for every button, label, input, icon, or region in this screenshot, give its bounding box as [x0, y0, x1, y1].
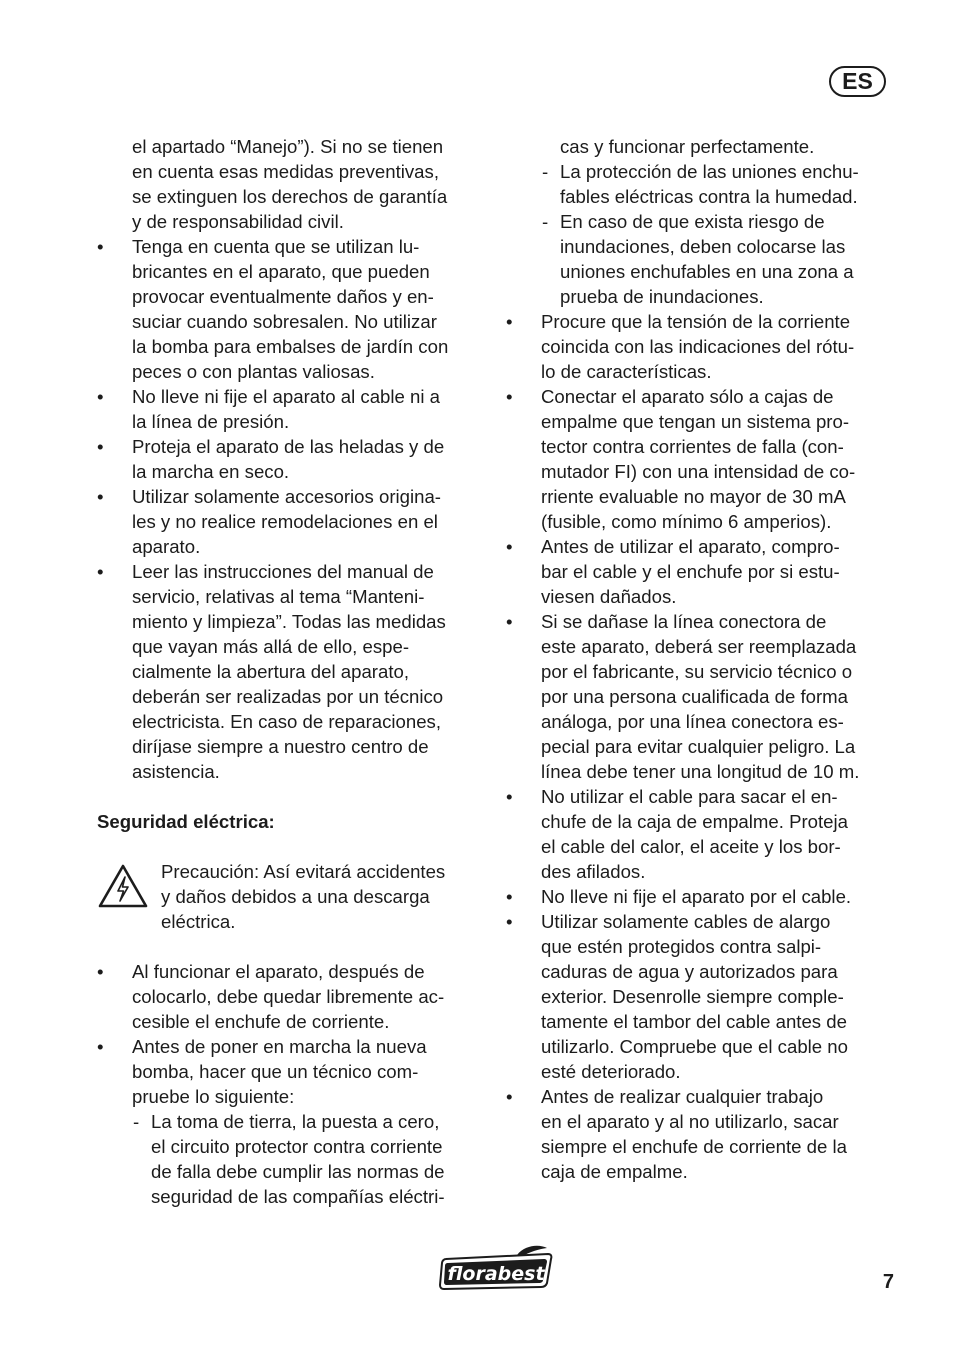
text-line: cialmente la abertura del aparato, — [132, 661, 410, 682]
florabest-logo — [439, 1245, 553, 1291]
text-line: seguridad de las compañías eléctri- — [151, 1186, 445, 1207]
list-item — [506, 534, 898, 609]
bullet-icon: • — [506, 536, 513, 557]
text-line: peces o con plantas valiosas. — [132, 361, 375, 382]
text-line: rriente evaluable no mayor de 30 mA — [541, 486, 846, 507]
section-heading: Seguridad eléctrica: — [97, 811, 275, 832]
text-line: lo de características. — [541, 361, 712, 382]
sub-list-item — [97, 1109, 489, 1209]
text-line: Antes de poner en marcha la nueva — [132, 1036, 427, 1057]
bullet-icon: • — [506, 786, 513, 807]
text-line: Precaución: Así evitará accidentes — [161, 861, 446, 882]
bullet-icon: • — [97, 386, 104, 407]
dash-icon: - — [542, 161, 549, 182]
text-line: asistencia. — [132, 761, 220, 782]
text-line: La protección de las uniones enchu- — [560, 161, 859, 182]
text-line: coincida con las indicaciones del rótu- — [541, 336, 855, 357]
text-line: en el aparato y al no utilizarlo, sacar — [541, 1111, 839, 1132]
text-line: tamente el tambor del cable antes de — [541, 1011, 847, 1032]
text-line: bar el cable y el enchufe por si estu- — [541, 561, 840, 582]
text-line: Al funcionar el aparato, después de — [132, 961, 425, 982]
list-item — [97, 384, 489, 434]
text-line: miento y limpieza”. Todas las medidas — [132, 611, 446, 632]
text-line: por el fabricante, su servicio técnico o — [541, 661, 853, 682]
list-item — [506, 309, 898, 384]
left-column — [97, 134, 489, 1209]
text-line: caduras de agua y autorizados para — [541, 961, 838, 982]
text-line: No utilizar el cable para sacar el en- — [541, 786, 838, 807]
text-line: pruebe lo siguiente: — [132, 1086, 295, 1107]
list-item — [506, 609, 898, 784]
list-item — [97, 1034, 489, 1109]
text-line: viesen dañados. — [541, 586, 677, 607]
list-item — [97, 434, 489, 484]
warning-notice — [97, 859, 489, 934]
text-line: diríjase siempre a nuestro centro de — [132, 736, 429, 757]
bullet-icon: • — [506, 911, 513, 932]
text-line: empalme que tengan un sistema pro- — [541, 411, 850, 432]
text-line: prueba de inundaciones. — [560, 286, 764, 307]
text-line: la bomba para embalses de jardín con — [132, 336, 449, 357]
brand-logo-text: florabest — [447, 1263, 545, 1285]
list-item — [97, 959, 489, 1034]
text-line: este aparato, deberá ser reemplazada — [541, 636, 857, 657]
language-badge: ES — [829, 66, 886, 97]
text-line: Utilizar solamente accesorios origina- — [132, 486, 441, 507]
text-line: Antes de realizar cualquier trabajo — [541, 1086, 824, 1107]
text-line: No lleve ni fije el aparato al cable ni a — [132, 386, 441, 407]
list-item — [97, 484, 489, 559]
text-line: servicio, relativas al tema “Manteni- — [132, 586, 425, 607]
text-line: en cuenta esas medidas preventivas, — [132, 161, 439, 182]
text-line: En caso de que exista riesgo de — [560, 211, 825, 232]
text-line: que estén protegidos contra salpi- — [541, 936, 822, 957]
text-line: Antes de utilizar el aparato, compro- — [541, 536, 840, 557]
text-line: Procure que la tensión de la corriente — [541, 311, 851, 332]
text-line: (fusible, como mínimo 6 amperios). — [541, 511, 832, 532]
list-item — [506, 784, 898, 884]
bullet-icon: • — [97, 1036, 104, 1057]
text-line: inundaciones, deben colocarse las — [560, 236, 846, 257]
text-line: bricantes en el aparato, que pueden — [132, 261, 430, 282]
text-line: utilizarlo. Compruebe que el cable no — [541, 1036, 848, 1057]
text-line: pecial para evitar cualquier peligro. La — [541, 736, 856, 757]
text-line: eléctrica. — [161, 911, 236, 932]
page-number: 7 — [882, 1271, 894, 1293]
text-line: la marcha en seco. — [132, 461, 290, 482]
text-line: fables eléctricas contra la humedad. — [560, 186, 858, 207]
text-line: chufe de la caja de empalme. Proteja — [541, 811, 848, 832]
text-line: por una persona cualificada de forma — [541, 686, 848, 707]
text-line: provocar eventualmente daños y en- — [132, 286, 434, 307]
bullet-icon: • — [97, 486, 104, 507]
text-line: de falla debe cumplir las normas de — [151, 1161, 445, 1182]
text-line: les y no realice remodelaciones en el — [132, 511, 438, 532]
text-line: No lleve ni fije el aparato por el cable. — [541, 886, 852, 907]
list-item — [506, 384, 898, 534]
text-line: Si se dañase la línea conectora de — [541, 611, 827, 632]
text-line: análoga, por una línea conectora es- — [541, 711, 844, 732]
text-line: Conectar el aparato sólo a cajas de — [541, 386, 834, 407]
text-line: línea debe tener una longitud de 10 m. — [541, 761, 860, 782]
text-line: mutador FI) con una intensidad de co- — [541, 461, 856, 482]
text-line: siempre el enchufe de corriente de la — [541, 1136, 847, 1157]
electric-hazard-icon — [98, 864, 148, 908]
text-line: esté deteriorado. — [541, 1061, 681, 1082]
text-line: el apartado “Manejo”). Si no se tienen — [132, 136, 444, 157]
text-line: la línea de presión. — [132, 411, 290, 432]
text-line: y de responsabilidad civil. — [132, 211, 344, 232]
text-line: La toma de tierra, la puesta a cero, — [151, 1111, 440, 1132]
dash-icon: - — [542, 211, 549, 232]
bullet-icon: • — [97, 236, 104, 257]
list-item — [97, 559, 489, 784]
list-item — [506, 909, 898, 1084]
text-line: el cable del calor, el aceite y los bor- — [541, 836, 841, 857]
text-line: que vayan más allá de ello, espe- — [132, 636, 410, 657]
text-line: uniones enchufables en una zona a — [560, 261, 854, 282]
text-line: caja de empalme. — [541, 1161, 688, 1182]
text-line: el circuito protector contra corriente — [151, 1136, 443, 1157]
right-column — [506, 134, 898, 1184]
text-line: Leer las instrucciones del manual de — [132, 561, 434, 582]
text-line: Proteja el aparato de las heladas y de — [132, 436, 445, 457]
bullet-icon: • — [506, 611, 513, 632]
continued-paragraph — [97, 134, 489, 234]
text-line: y daños debidos a una descarga — [161, 886, 430, 907]
sub-list-item — [506, 159, 898, 209]
text-line: suciar cuando sobresalen. No utilizar — [132, 311, 437, 332]
text-line: des afilados. — [541, 861, 646, 882]
list-item — [506, 1084, 898, 1184]
bullet-icon: • — [506, 1086, 513, 1107]
bullet-icon: • — [97, 561, 104, 582]
list-item — [97, 234, 489, 384]
text-line: se extinguen los derechos de garantía — [132, 186, 448, 207]
text-line: cesible el enchufe de corriente. — [132, 1011, 390, 1032]
text-line: exterior. Desenrolle siempre comple- — [541, 986, 844, 1007]
text-line: Tenga en cuenta que se utilizan lu- — [132, 236, 420, 257]
text-line: electricista. En caso de reparaciones, — [132, 711, 442, 732]
text-line: Utilizar solamente cables de alargo — [541, 911, 831, 932]
bullet-icon: • — [506, 886, 513, 907]
bullet-icon: • — [97, 436, 104, 457]
text-line: deberán ser realizadas por un técnico — [132, 686, 444, 707]
text-line: colocarlo, debe quedar libremente ac- — [132, 986, 445, 1007]
bullet-icon: • — [506, 386, 513, 407]
bullet-icon: • — [97, 961, 104, 982]
text-line: tector contra corrientes de falla (con- — [541, 436, 844, 457]
continued-sub-item: cas y funcionar perfectamente. — [560, 136, 815, 157]
text-line: aparato. — [132, 536, 201, 557]
sub-list-item — [506, 209, 898, 309]
dash-icon: - — [133, 1111, 140, 1132]
bullet-icon: • — [506, 311, 513, 332]
list-item — [506, 884, 898, 909]
text-line: bomba, hacer que un técnico com- — [132, 1061, 419, 1082]
